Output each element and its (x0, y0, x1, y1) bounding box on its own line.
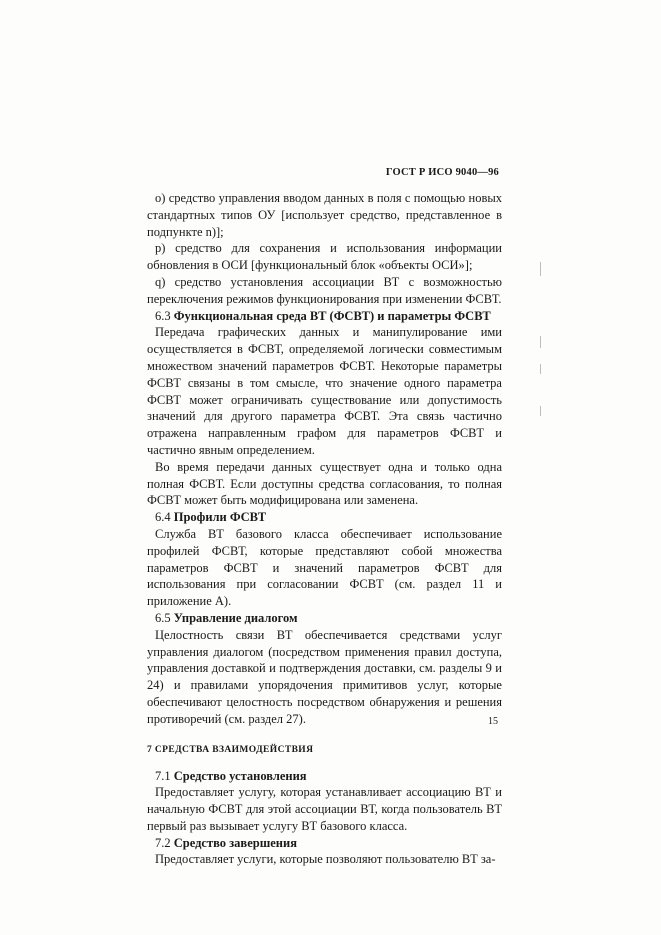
page-number: 15 (488, 716, 498, 727)
section-number: 6.4 (155, 510, 171, 525)
paragraph: Служба ВТ базового класса обеспечивает использование профилей ФСВТ, которые представляют собой множества параметров ФСВТ и значений параметров ФСВТ для использования при согласовании ФСВТ (см. раздел 11 и приложение А). (147, 526, 502, 609)
section-number: 6.5 (155, 610, 171, 625)
list-item-o: о) средство управления вводом данных в поля с помощью новых стандартных типов ОУ [использует средство, представленное в подпункте n)]; (147, 191, 502, 239)
paragraph: Предоставляет услугу, которая устанавливает ассоциацию ВТ и начальную ФСВТ для этой ассоциации ВТ, когда пользователь ВТ первый раз вызывает услугу ВТ базового класса. (147, 785, 502, 833)
section-number: 7.2 (155, 835, 171, 850)
section-title: Профили ФСВТ (173, 510, 267, 525)
section-7-title: 7 СРЕДСТВА ВЗАИМОДЕЙСТВИЯ (147, 744, 314, 755)
section-6-3-heading (147, 308, 502, 325)
section-title: Средство установления (173, 768, 307, 783)
paragraph: Предоставляет услуги, которые позволяют пользователю ВТ за- (155, 852, 496, 867)
paragraph: Передача графических данных и манипулирование ими осуществляется в ФСВТ, определяемой логически совместимым множеством значений параметров ФСВТ. Некоторые параметры ФСВТ связаны в том смысле, что значение одного параметра ФСВТ может ограничивать существование или допустимость значений для другого параметра ФСВТ. Эта связь частично отражена направленным графом для параметров ФСВТ и частично явным определением. (147, 325, 502, 457)
section-7-1-heading (147, 768, 502, 785)
paragraph: Во время передачи данных существует одна и только одна полная ФСВТ. Если доступны средства согласования, то полная ФСВТ может быть модифицирована или заменена. (147, 459, 502, 508)
scan-artifact (540, 262, 541, 276)
section-title: Функциональная среда ВТ (ФСВТ) и параметры ФСВТ (173, 308, 491, 323)
paragraph: Целостность связи ВТ обеспечивается средствами услуг управления диалогом (посредством применения правил доступа, управления доставкой и подтверждения доставки, см. разделы 9 и 24) и правилами упорядочения примитивов услуг, которые обеспечивают целостность посредством обнаружения и решения противоречий (см. раздел 27). (147, 627, 502, 726)
scan-artifact (540, 406, 541, 416)
scan-artifact (540, 364, 541, 374)
section-number: 6.3 (155, 308, 171, 323)
list-item-q: q) средство установления ассоциации ВТ с возможностью переключения режимов функционирования при изменении ФСВТ. (147, 274, 502, 306)
section-7-2-heading (147, 835, 502, 852)
section-title: Средство завершения (173, 835, 297, 850)
list-item-p: р) средство для сохранения и использования информации обновления в ОСИ [функциональный блок «объекты ОСИ»]; (147, 241, 502, 273)
section-6-4-heading (147, 509, 502, 526)
scan-artifact (540, 336, 541, 348)
section-number: 7.1 (155, 768, 171, 783)
page-body (147, 190, 502, 868)
document-header: ГОСТ Р ИСО 9040—96 (385, 167, 499, 178)
section-title: Управление диалогом (173, 610, 298, 625)
section-6-5-heading (147, 610, 502, 627)
